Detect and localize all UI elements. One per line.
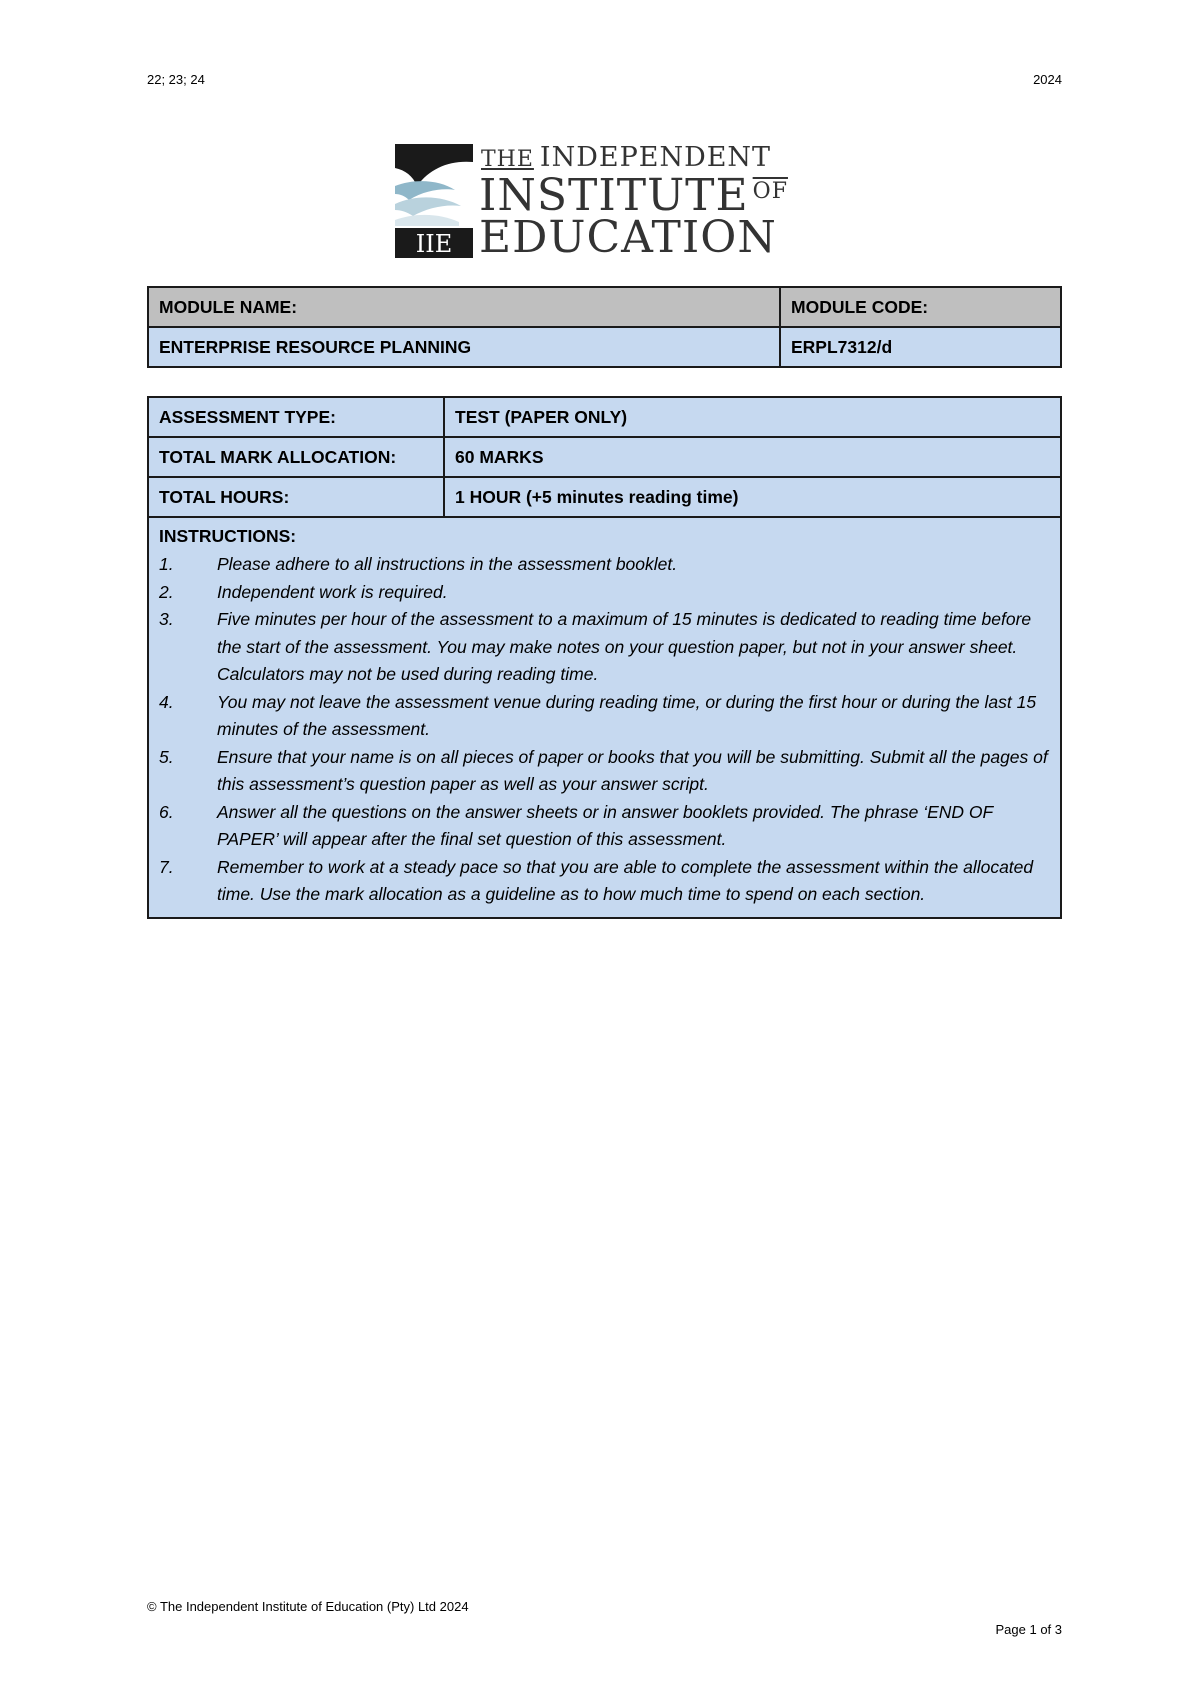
instructions-list [159, 551, 1050, 909]
instruction-text: Five minutes per hour of the assessment to a maximum of 15 minutes is dedicated to reading time before the start of the assessment. You may make notes on your question paper, but not in your answer sheet. Calculators may not be used during reading time. [217, 609, 1032, 684]
header-left-text: 22; 23; 24 [147, 72, 205, 87]
total-hours-label: TOTAL HOURS: [148, 477, 444, 517]
instruction-number: 5. [159, 746, 174, 767]
instruction-text: Please adhere to all instructions in the assessment booklet. [217, 554, 678, 574]
logo-of: OF [752, 179, 788, 204]
instruction-text: Ensure that your name is on all pieces of paper or books that you will be submitting. Submit all the pages of this assessment’s question paper as well as your answer script. [217, 746, 1048, 794]
instruction-number: 1. [159, 554, 174, 574]
instruction-text: You may not leave the assessment venue during reading time, or during the first hour or during the last 15 minutes of the assessment. [217, 691, 1037, 739]
logo-the: THE [481, 147, 534, 172]
instructions-title: INSTRUCTIONS: [159, 526, 297, 546]
module-name-label: MODULE NAME: [148, 287, 780, 327]
instruction-item [159, 799, 1050, 854]
instruction-item [159, 689, 1050, 744]
book-wave-icon [395, 142, 481, 260]
module-code-value: ERPL7312/d [780, 327, 1061, 367]
assessment-table [147, 396, 1062, 919]
instruction-item [159, 606, 1050, 689]
total-mark-label: TOTAL MARK ALLOCATION: [148, 437, 444, 477]
instruction-text: Independent work is required. [217, 581, 448, 602]
logo-education: EDUCATION [479, 212, 777, 263]
page-number: Page 1 of 3 [995, 1622, 1062, 1637]
footer-copyright: © The Independent Institute of Education (Pty) Ltd 2024 [147, 1599, 469, 1614]
instruction-text: Answer all the questions on the answer sheets or in answer booklets provided. The phrase ‘END OF PAPER’ will appear after the final set question of this assessment. [217, 801, 993, 849]
header-year: 2024 [1033, 72, 1062, 87]
instruction-item [159, 744, 1050, 799]
module-table [147, 286, 1062, 368]
instruction-item [159, 551, 1050, 579]
instructions-cell [148, 517, 1061, 918]
instruction-number: 4. [159, 691, 174, 712]
instruction-item [159, 579, 1050, 607]
instruction-number: 7. [159, 856, 174, 877]
instruction-number: 6. [159, 801, 174, 822]
svg-text:IIE: IIE [415, 230, 453, 258]
instruction-number: 3. [159, 609, 174, 629]
total-mark-value: 60 MARKS [444, 437, 1061, 477]
logo-independent: INDEPENDENT [539, 142, 772, 173]
iie-logo [395, 142, 815, 263]
total-hours-value: 1 HOUR (+5 minutes reading time) [444, 477, 1061, 517]
logo-institute: INSTITUTE [479, 170, 749, 221]
instruction-number: 2. [159, 581, 174, 602]
assessment-type-label: ASSESSMENT TYPE: [148, 397, 444, 437]
module-name-value: ENTERPRISE RESOURCE PLANNING [148, 327, 780, 367]
instruction-text: Remember to work at a steady pace so that you are able to complete the assessment within the allocated time. Use the mark allocation as a guideline as to how much time to spend on each section. [217, 856, 1034, 904]
module-code-label: MODULE CODE: [780, 287, 1061, 327]
assessment-type-value: TEST (PAPER ONLY) [444, 397, 1061, 437]
instruction-item [159, 854, 1050, 909]
